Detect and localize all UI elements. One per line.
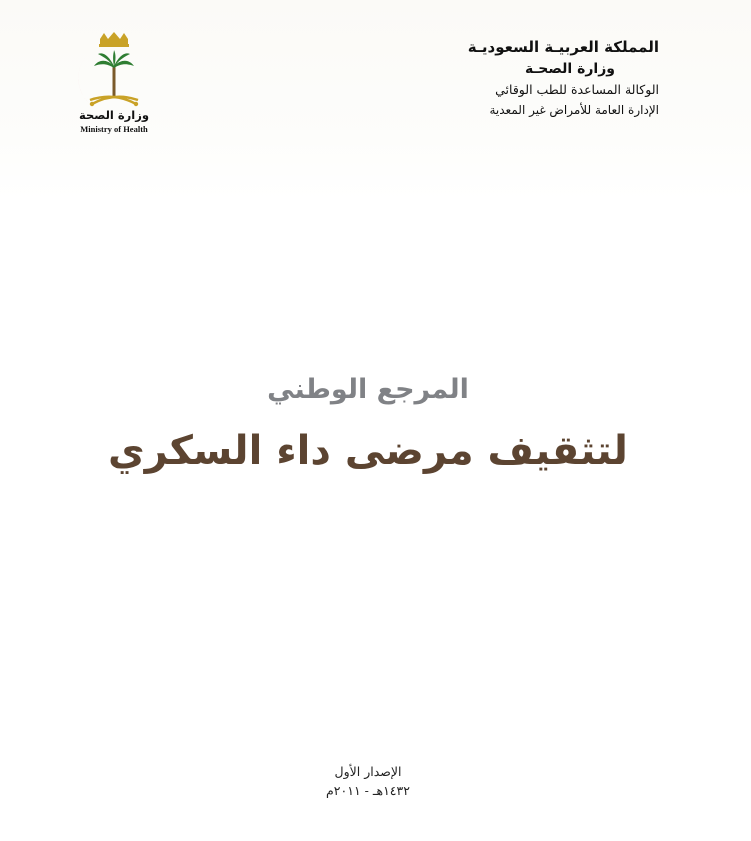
ministry-name: وزارة الصحـة [525,61,615,77]
agency-name: الوكالة المساعدة للطب الوقائي [495,82,659,97]
edition-label: الإصدار الأول [334,764,402,779]
document-title: لتثقيف مرضى داء السكري [108,428,628,474]
crossed-swords-icon [90,97,138,106]
document-subtitle: المرجع الوطني [267,374,469,405]
crown-icon [99,32,129,47]
ministry-header [359,36,659,120]
logo-arabic-name: وزارة الصحة [79,108,149,122]
edition-info [0,762,736,800]
kingdom-name: المملكة العربيـة السعوديـة [467,38,659,56]
edition-date: ١٤٣٢هـ - ٢٠١١م [326,783,410,798]
logo-english-name: Ministry of Health [80,124,148,134]
palm-tree-icon [94,50,134,96]
department-name: الإدارة العامة للأمراض غير المعدية [489,103,659,117]
